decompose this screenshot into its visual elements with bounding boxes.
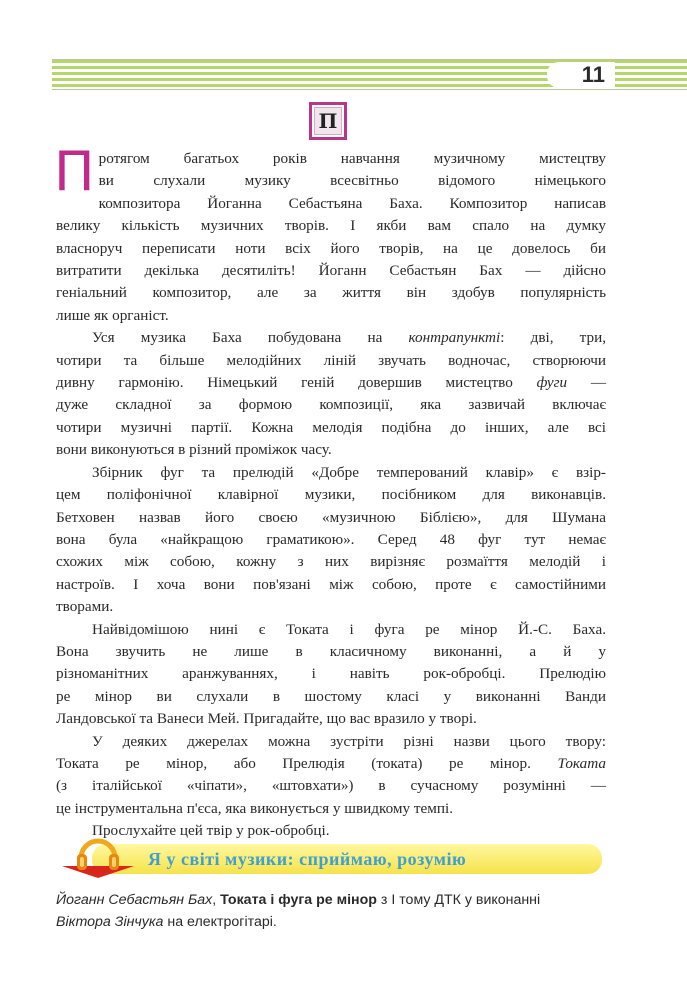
text-line: Бетховен назвав його своєю «музичною Біблією», для Шумана xyxy=(56,508,606,526)
composer-name: Йоганн Себастьян Бах xyxy=(56,892,213,908)
paragraph-4 xyxy=(56,619,606,731)
caption-separator: , xyxy=(212,892,221,908)
text-line: схожих між собою, кожну з них вирізняє розмаїття мелодій і xyxy=(56,553,606,571)
text-line: Найвідомішою нині є Токата і фуга ре мінор Й.-С. Баха. xyxy=(92,620,606,638)
text-line: ви слухали музику всесвітньо відомого німецького xyxy=(98,172,606,190)
text-line: витратити декілька десятиліть! Йоганн Себастьян Бах — дійсно xyxy=(56,262,606,280)
text-line: дуже складної за формою композиції, яка зазвичай включає xyxy=(56,396,606,414)
text-run: — xyxy=(567,374,607,392)
listening-caption xyxy=(56,889,616,933)
text-line: чотири та більше мелодійних ліній звучать водночас, створюючи xyxy=(56,351,606,369)
music-activity-banner xyxy=(62,832,602,876)
text-line: Вона звучить не лише в класичному виконанні, а й у xyxy=(56,642,606,660)
text-line: композитора Йоганна Себастьяна Баха. Композитор написав xyxy=(98,194,606,212)
text-line: Прослухайте цей твір у рок-обробці. xyxy=(92,822,330,840)
text-line: чотири музичні партії. Кожна мелодія подібна до інших, але всі xyxy=(56,418,606,436)
text-line: власноруч переписати ноти всіх його творів, на це довелось би xyxy=(56,239,606,257)
text-line: геніальний композитор, але за життя він здобув популярність xyxy=(56,284,606,302)
text-line: Ландовської та Ванеси Мей. Пригадайте, що вас вразило у творі. xyxy=(56,710,477,728)
section-badge xyxy=(309,102,347,140)
text-line: ротягом багатьох років навчання музичному мистецтву xyxy=(98,150,606,167)
text-line: цем поліфонічної клавірної музики, посібником для виконавців. xyxy=(56,486,606,504)
paragraph-1 xyxy=(54,140,606,327)
paragraph-5 xyxy=(56,731,606,821)
text-line xyxy=(56,753,606,775)
text-line: вони виконуються в різний проміжок часу. xyxy=(56,441,332,459)
text-line: Збірник фуг та прелюдій «Добре темперований клавір» є взір- xyxy=(92,463,606,481)
paragraph-2 xyxy=(56,327,606,461)
paragraph-3 xyxy=(56,462,606,619)
page-number: 11 xyxy=(581,62,605,87)
page-number-tab xyxy=(547,62,615,88)
section-badge-letter: П xyxy=(314,107,342,135)
text-line: це інструментальна п'єса, яка виконується у швидкому темпі. xyxy=(56,799,454,817)
text-run: : дві, три, xyxy=(500,329,606,347)
term-toccata: Токата xyxy=(557,754,606,772)
text-line: У деяких джерелах можна зустріти різні назви цього твору: xyxy=(92,732,606,750)
drop-cap: П xyxy=(54,140,95,203)
text-line: ре мінор ви слухали в шостому класі у виконанні Ванди xyxy=(56,687,606,705)
text-line: вона була «найкращою граматикою». Серед 48 фуг тут немає xyxy=(56,530,606,548)
text-run: Уся музика Баха побудована на xyxy=(92,329,409,347)
text-line: творами. xyxy=(56,598,114,616)
text-line: лише як органіст. xyxy=(56,306,169,324)
term-fugue: фуги xyxy=(536,374,568,392)
performer-name: Віктора Зінчука xyxy=(56,914,164,930)
text-run: Токата ре мінор, або Прелюдія (токата) ре мінор. xyxy=(56,754,558,772)
text-line xyxy=(56,372,606,394)
caption-text: з І тому ДТК у виконанні xyxy=(376,892,541,908)
caption-text: на електрогітарі. xyxy=(163,914,277,930)
text-line: різноманітних аранжуваннях, і навіть рок-обробці. Прелюдію xyxy=(56,665,606,683)
text-run: дивну гармонію. Німецький геній довершив мистецтво xyxy=(56,374,537,392)
work-title: Токата і фуга ре мінор xyxy=(220,892,377,908)
header-stripe xyxy=(52,89,687,90)
text-line: настроїв. І хоча вони пов'язані між собою, проте є самостійними xyxy=(56,575,606,593)
term-counterpoint: контрапункті xyxy=(408,329,501,347)
banner-title: Я у світі музики: сприймаю, розумію xyxy=(148,849,467,869)
text-line xyxy=(56,327,606,349)
text-line: велику кількість музичних творів. І якби вам спало на думку xyxy=(56,217,606,235)
text-line: (з італійської «чіпати», «штовхати») в сучасному розумінні — xyxy=(56,777,606,795)
body-text xyxy=(54,140,607,843)
headphones-icon xyxy=(74,832,122,874)
